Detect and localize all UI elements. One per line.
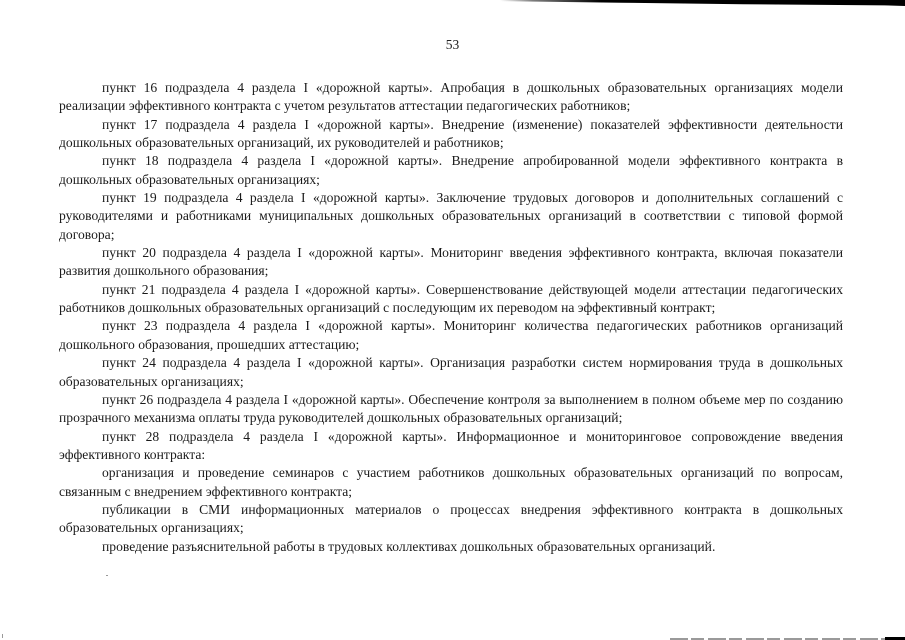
- paragraph-item-20: пункт 20 подраздела 4 раздела I «дорожной карты». Мониторинг введения эффективного контракта, включая показатели развития дошкольного образования;: [59, 245, 843, 279]
- paragraph-item-19: пункт 19 подраздела 4 раздела I «дорожной карты». Заключение трудовых договоров и дополнительных соглашений с руководителями и работниками муниципальных дошкольных образовательных организаций в соответствии с типовой формой договора;: [59, 190, 843, 242]
- paragraph-media-publications: публикации в СМИ информационных материалов о процессах внедрения эффективного контракта в дошкольных образовательных организациях;: [59, 501, 843, 536]
- paragraph-item-28: пункт 28 подраздела 4 раздела I «дорожной карты». Информационное и мониторинговое сопровождение введения эффективного контракта:: [59, 428, 843, 462]
- paragraph-item-18: пункт 18 подраздела 4 раздела I «дорожной карты». Внедрение апробированной модели эффективного контракта в дошкольных образовательных организациях;: [59, 153, 843, 187]
- paragraph-item-17: пункт 17 подраздела 4 раздела I «дорожной карты». Внедрение (изменение) показателей эффективности деятельности дошкольных образовательных организаций, их руководителей и работников;: [59, 116, 843, 151]
- scan-speck: [2, 634, 3, 638]
- paragraph-item-24: пункт 24 подраздела 4 раздела I «дорожной карты». Организация разработки систем нормирования труда в дошкольных образовательных организациях;: [59, 355, 843, 389]
- paragraph-seminars: организация и проведение семинаров с участием работников дошкольных образовательных организаций по вопросам, связанным с внедрением эффективного контракта;: [59, 465, 843, 499]
- paragraph-item-26: пункт 26 подраздела 4 раздела I «дорожной карты». Обеспечение контроля за выполнением в полном объеме мер по созданию прозрачного механизма оплаты труда руководителей дошкольных образовательных организаций;: [59, 391, 843, 426]
- paragraph-item-16: пункт 16 подраздела 4 раздела I «дорожной карты». Апробация в дошкольных образовательных организациях модели реализации эффективного контракта с учетом результатов аттестации педагогических работников;: [59, 80, 843, 114]
- scan-edge-artifact-top: [500, 0, 905, 6]
- scan-speck: [106, 575, 108, 576]
- paragraph-explanatory-work: проведение разъяснительной работы в трудовых коллективах дошкольных образовательных организаций.: [102, 538, 716, 554]
- paragraph-item-23: пункт 23 подраздела 4 раздела I «дорожной карты». Мониторинг количества педагогических работников организаций дошкольного образования, прошедших аттестацию;: [59, 318, 843, 352]
- page-number: 53: [445, 37, 460, 52]
- document-body: [59, 79, 843, 556]
- paragraph-item-21: пункт 21 подраздела 4 раздела I «дорожной карты». Совершенствование действующей модели аттестации педагогических работников дошкольных образовательных организаций с последующим их переводом на эффективный контракт;: [59, 281, 843, 316]
